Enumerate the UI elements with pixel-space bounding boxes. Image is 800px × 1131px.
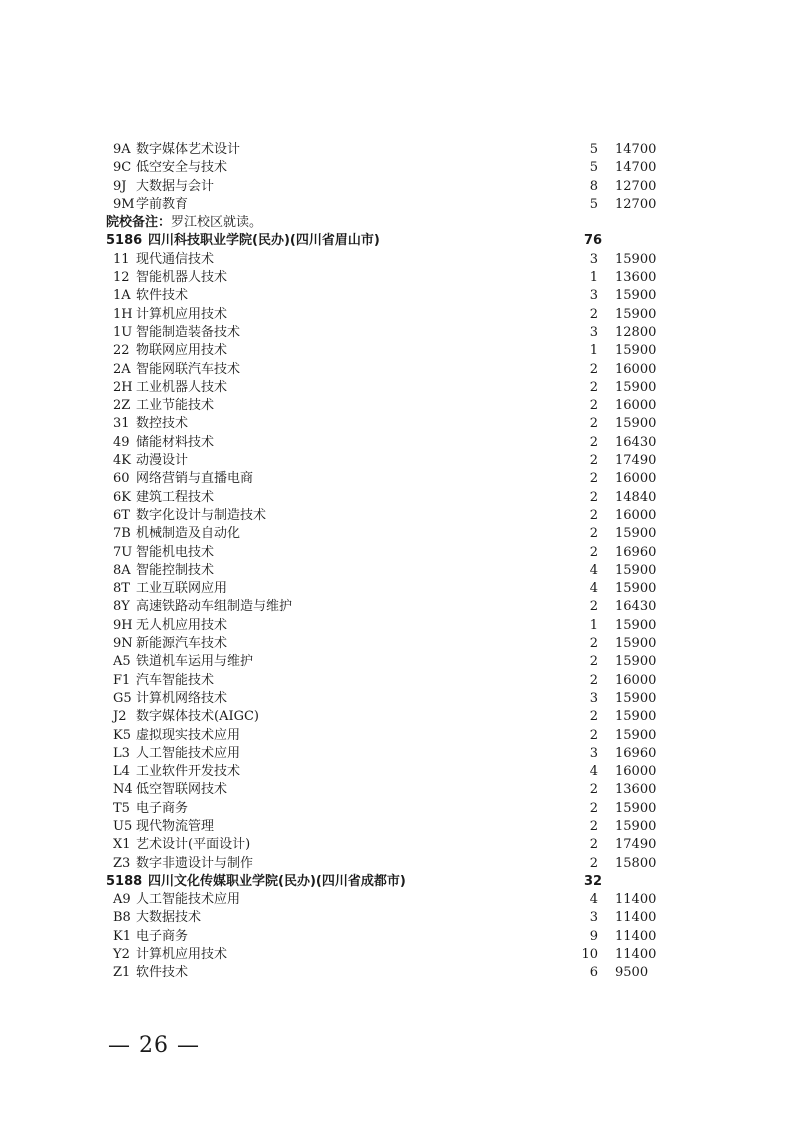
major-row [0,617,800,635]
major-code: B8 [113,910,131,926]
major-code: 4K [113,453,131,469]
plan-count: 4 [589,892,598,908]
major-row [0,781,800,799]
major-name: 大数据技术 [136,910,202,926]
tuition-fee: 15900 [615,526,657,542]
tuition-fee: 11400 [615,910,657,926]
major-name: 智能机电技术 [136,544,215,560]
plan-count: 2 [589,361,598,377]
plan-count: 2 [589,306,598,322]
major-name: 机械制造及自动化 [136,526,241,542]
major-name: 大数据与会计 [136,178,215,194]
tuition-fee: 15900 [615,343,657,359]
major-row [0,946,800,964]
major-row [0,544,800,562]
plan-count: 2 [589,471,598,487]
major-name: 软件技术 [136,965,189,981]
plan-count: 8 [589,178,598,194]
school-code: 5188 [106,873,143,889]
major-row [0,525,800,543]
major-name: 储能材料技术 [136,434,215,450]
major-code: 2A [113,361,131,377]
tuition-fee: 15900 [615,709,657,725]
major-row [0,415,800,433]
tuition-fee: 16000 [615,507,657,523]
major-row [0,489,800,507]
major-name: 人工智能技术应用 [136,892,241,908]
major-code: 7U [113,544,133,560]
major-code: K1 [113,928,131,944]
major-row [0,891,800,909]
major-row [0,909,800,927]
tuition-fee: 16000 [615,764,657,780]
plan-count: 2 [589,636,598,652]
major-row [0,800,800,818]
plan-count: 2 [589,526,598,542]
tuition-fee: 15900 [615,818,657,834]
major-code: 2H [113,379,133,395]
major-name: 工业节能技术 [136,398,215,414]
major-row [0,964,800,982]
tuition-fee: 15900 [615,690,657,706]
major-name: 现代物流管理 [136,818,215,834]
major-code: 11 [113,251,130,267]
plan-count: 3 [589,251,598,267]
school-plan-total: 32 [584,873,603,889]
plan-count: 10 [581,947,598,963]
major-code: 6K [113,489,131,505]
major-code: A9 [113,892,131,908]
major-code: F1 [113,672,131,688]
tuition-fee: 11400 [615,928,657,944]
major-row [0,379,800,397]
major-code: 8Y [113,599,130,615]
major-name: 智能网联汽车技术 [136,361,241,377]
major-row [0,690,800,708]
plan-count: 3 [589,745,598,761]
plan-count: 2 [589,837,598,853]
major-code: 9A [113,142,131,157]
major-name: 艺术设计(平面设计) [136,837,251,853]
major-row [0,452,800,470]
major-code: 9N [113,636,133,652]
major-row [0,653,800,671]
tuition-fee: 15800 [615,855,657,871]
plan-count: 6 [589,965,598,981]
major-row [0,928,800,946]
major-row [0,342,800,360]
tuition-fee: 13600 [615,270,657,286]
tuition-fee: 17490 [615,453,657,469]
major-name: 智能机器人技术 [136,270,228,286]
major-row [0,562,800,580]
plan-count: 3 [589,690,598,706]
tuition-fee: 15900 [615,800,657,816]
plan-count: 2 [589,489,598,505]
major-code: Z3 [113,855,131,871]
plan-count: 2 [589,654,598,670]
major-row [0,745,800,763]
tuition-fee: 16000 [615,471,657,487]
major-row [0,251,800,269]
tuition-fee: 15900 [615,288,657,304]
major-name: 物联网应用技术 [136,343,228,359]
major-code: 9H [113,617,133,633]
major-row [0,763,800,781]
tuition-fee: 12800 [615,324,657,340]
major-name: 学前教育 [136,196,189,212]
tuition-fee: 17490 [615,837,657,853]
major-name: 电子商务 [136,928,189,944]
tuition-fee: 14700 [615,142,657,157]
major-code: T5 [113,800,130,816]
major-row [0,434,800,452]
tuition-fee: 14700 [615,160,657,176]
document-body [0,141,800,983]
major-name: 智能制造装备技术 [136,324,241,340]
major-row [0,598,800,616]
major-name: 计算机应用技术 [136,306,228,322]
major-code: 2Z [113,398,131,414]
plan-count: 5 [589,196,598,212]
tuition-fee: 13600 [615,782,657,798]
major-name: 铁道机车运用与维护 [136,654,254,670]
major-row [0,836,800,854]
plan-count: 2 [589,416,598,432]
tuition-fee: 15900 [615,251,657,267]
plan-count: 2 [589,544,598,560]
tuition-fee: 15900 [615,379,657,395]
major-row [0,507,800,525]
major-code: 12 [113,270,130,286]
plan-count: 1 [589,617,598,633]
tuition-fee: 16000 [615,398,657,414]
major-name: 高速铁路动车组制造与维护 [136,599,293,615]
major-row [0,672,800,690]
tuition-fee: 15900 [615,654,657,670]
plan-count: 2 [589,800,598,816]
major-code: L3 [113,745,130,761]
plan-count: 3 [589,910,598,926]
tuition-fee: 11400 [615,892,657,908]
major-name: 无人机应用技术 [136,617,228,633]
plan-count: 2 [589,782,598,798]
tuition-fee: 16960 [615,544,657,560]
tuition-fee: 15900 [615,727,657,743]
school-plan-total: 76 [584,233,603,249]
tuition-fee: 16430 [615,599,657,615]
major-code: Z1 [113,965,131,981]
tuition-fee: 15900 [615,581,657,597]
tuition-fee: 15900 [615,416,657,432]
remark-text: 罗江校区就读。 [171,215,263,231]
major-code: 31 [113,416,130,432]
major-name: 低空安全与技术 [136,160,228,176]
major-code: J2 [113,709,127,725]
major-name: 电子商务 [136,800,189,816]
plan-count: 5 [589,160,598,176]
major-name: 智能控制技术 [136,562,215,578]
plan-count: 2 [589,727,598,743]
major-name: 低空智联网技术 [136,782,228,798]
major-row [0,470,800,488]
tuition-fee: 11400 [615,947,657,963]
major-code: 49 [113,434,130,450]
plan-count: 3 [589,288,598,304]
tuition-fee: 15900 [615,636,657,652]
major-row [0,141,800,159]
plan-count: 4 [589,581,598,597]
major-name: 软件技术 [136,288,189,304]
tuition-fee: 16000 [615,672,657,688]
major-code: 60 [113,471,130,487]
tuition-fee: 9500 [615,965,649,981]
major-code: G5 [113,690,132,706]
major-row [0,287,800,305]
plan-count: 2 [589,855,598,871]
major-code: U5 [113,818,133,834]
plan-count: 2 [589,599,598,615]
major-code: 8T [113,581,130,597]
major-row [0,818,800,836]
major-row [0,580,800,598]
major-name: 工业机器人技术 [136,379,228,395]
major-name: 数字化设计与制造技术 [136,507,267,523]
plan-count: 2 [589,818,598,834]
major-name: 现代通信技术 [136,251,215,267]
major-code: 8A [113,562,131,578]
plan-count: 3 [589,324,598,340]
major-code: X1 [113,837,131,853]
major-name: 计算机网络技术 [136,690,228,706]
tuition-fee: 15900 [615,562,657,578]
major-code: 9J [113,178,127,194]
major-code: 7B [113,526,131,542]
major-name: 网络营销与直播电商 [136,471,254,487]
remark-label: 院校备注：罗江校区就读。 [106,215,263,231]
tuition-fee: 14840 [615,489,657,505]
plan-count: 2 [589,434,598,450]
major-code: 9M [113,196,135,212]
major-code: 9C [113,160,132,176]
tuition-fee: 16430 [615,434,657,450]
plan-count: 2 [589,709,598,725]
major-row [0,306,800,324]
major-name: 计算机应用技术 [136,947,228,963]
school-name: 四川文化传媒职业学院(民办)(四川省成都市) [148,873,406,889]
plan-count: 2 [589,507,598,523]
major-name: 工业软件开发技术 [136,764,241,780]
plan-count: 2 [589,672,598,688]
major-code: Y2 [113,947,130,963]
major-name: 动漫设计 [136,453,189,469]
major-row [0,635,800,653]
tuition-fee: 16000 [615,361,657,377]
major-row [0,196,800,214]
school-header [0,873,800,891]
tuition-fee: 15900 [615,306,657,322]
plan-count: 4 [589,562,598,578]
major-row [0,397,800,415]
school-code: 5186 [106,233,143,249]
school-header [0,232,800,250]
major-code: 22 [113,343,130,359]
plan-count: 1 [589,343,598,359]
major-row [0,178,800,196]
major-name: 虚拟现实技术应用 [136,727,241,743]
major-row [0,269,800,287]
major-name: 新能源汽车技术 [136,636,228,652]
major-row [0,708,800,726]
plan-count: 9 [589,928,598,944]
plan-count: 2 [589,398,598,414]
tuition-fee: 16960 [615,745,657,761]
plan-count: 5 [589,142,598,157]
plan-count: 2 [589,453,598,469]
major-code: N4 [113,782,133,798]
major-name: 数字媒体艺术设计 [136,142,241,157]
major-code: L4 [113,764,130,780]
major-name: 数字媒体技术(AIGC) [136,709,259,725]
page-number: — 26 — [108,1033,200,1058]
major-row [0,855,800,873]
major-code: K5 [113,727,131,743]
tuition-fee: 12700 [615,178,657,194]
major-row [0,361,800,379]
plan-count: 1 [589,270,598,286]
major-row [0,324,800,342]
major-code: 1H [113,306,133,322]
tuition-fee: 15900 [615,617,657,633]
major-row [0,727,800,745]
major-name: 数控技术 [136,416,189,432]
major-row [0,159,800,177]
tuition-fee: 12700 [615,196,657,212]
school-name: 四川科技职业学院(民办)(四川省眉山市) [148,233,380,249]
plan-count: 4 [589,764,598,780]
major-name: 人工智能技术应用 [136,745,241,761]
major-code: A5 [113,654,131,670]
major-code: 6T [113,507,130,523]
major-name: 数字非遗设计与制作 [136,855,254,871]
major-code: 1A [113,288,131,304]
major-name: 工业互联网应用 [136,581,228,597]
major-name: 汽车智能技术 [136,672,215,688]
school-remark [0,214,800,232]
major-code: 1U [113,324,133,340]
major-name: 建筑工程技术 [136,489,215,505]
plan-count: 2 [589,379,598,395]
